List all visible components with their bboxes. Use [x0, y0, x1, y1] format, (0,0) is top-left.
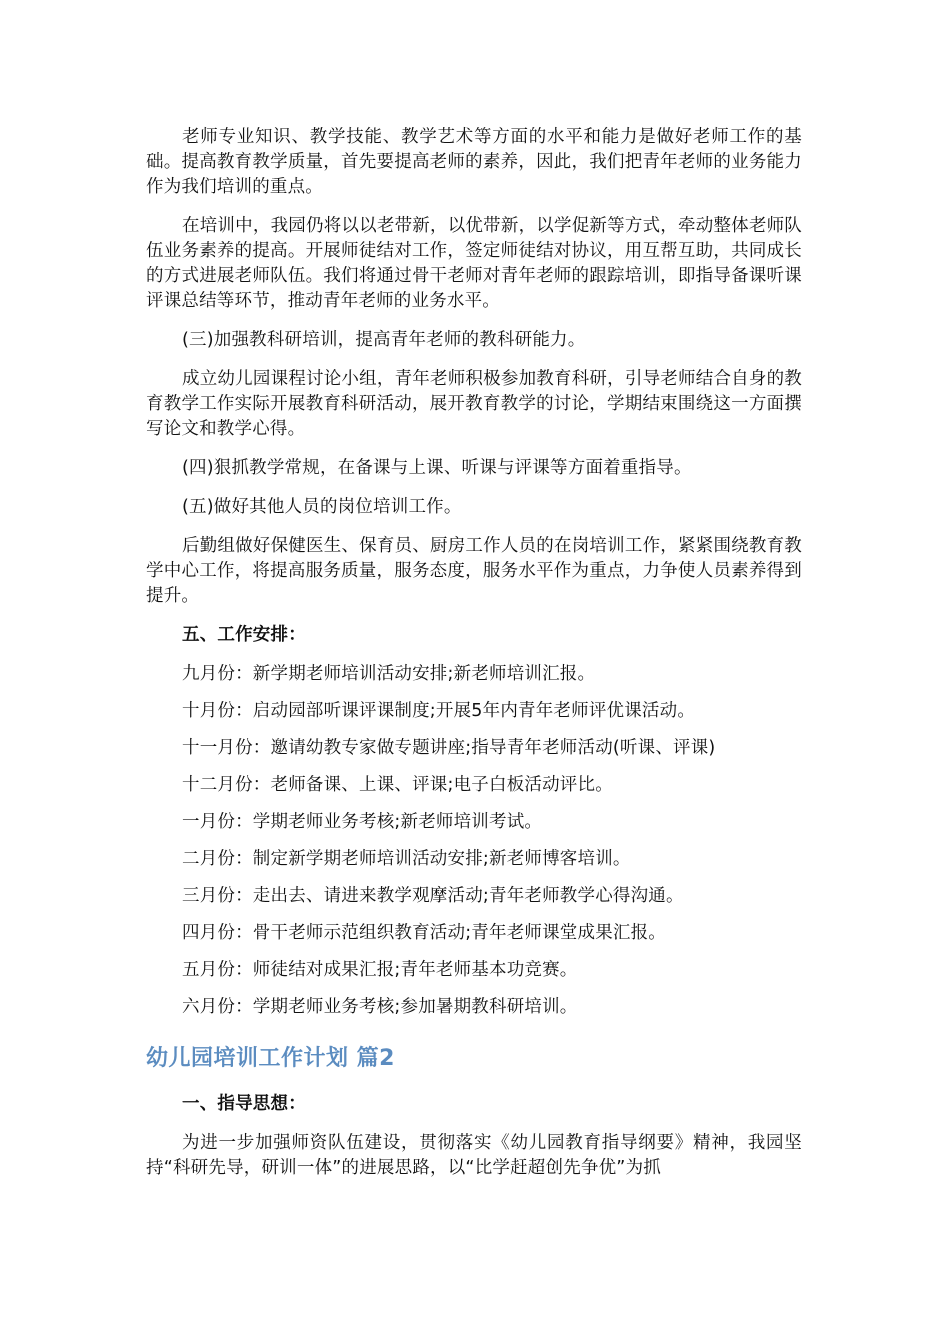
- schedule-item: 五月份：师徒结对成果汇报;青年老师基本功竞赛。: [182, 960, 578, 980]
- schedule-item: 一月份：学期老师业务考核;新老师培训考试。: [182, 812, 543, 832]
- paragraph: (三)加强教科研培训，提高青年老师的教科研能力。: [182, 330, 586, 350]
- schedule-item: 四月份：骨干老师示范组织教育活动;青年老师课堂成果汇报。: [182, 923, 666, 943]
- section-title: 一、指导思想：: [182, 1094, 306, 1114]
- paragraph: 为进一步加强师资队伍建设，贯彻落实《幼儿园教育指导纲要》精神，我园坚持“科研先导，研训一体”的进展思路，以“比学赶超创先争优”为抓: [146, 1133, 802, 1178]
- schedule-item: 十月份：启动园部听课评课制度;开展5年内青年老师评优课活动。: [182, 701, 696, 721]
- document-page: [146, 125, 802, 1195]
- schedule-item: 二月份：制定新学期老师培训活动安排;新老师博客培训。: [182, 849, 631, 869]
- section-title: 五、工作安排：: [182, 625, 306, 645]
- schedule-item: 三月份：走出去、请进来教学观摩活动;青年老师教学心得沟通。: [182, 886, 684, 906]
- paragraph: 老师专业知识、教学技能、教学艺术等方面的水平和能力是做好老师工作的基础。提高教育教学质量，首先要提高老师的素养，因此，我们把青年老师的业务能力作为我们培训的重点。: [146, 127, 802, 197]
- paragraph: (五)做好其他人员的岗位培训工作。: [182, 497, 462, 517]
- schedule-item: 十二月份：老师备课、上课、评课;电子白板活动评比。: [182, 775, 613, 795]
- paragraph: 成立幼儿园课程讨论小组，青年老师积极参加教育科研，引导老师结合自身的教育教学工作实际开展教育科研活动，展开教育教学的讨论，学期结束围绕这一方面撰写论文和教学心得。: [146, 369, 802, 439]
- paragraph: (四)狠抓教学常规，在备课与上课、听课与评课等方面着重指导。: [182, 458, 692, 478]
- schedule-item: 九月份：新学期老师培训活动安排;新老师培训汇报。: [182, 664, 596, 684]
- article-heading: 幼儿园培训工作计划 篇2: [146, 1046, 395, 1071]
- paragraph: 在培训中，我园仍将以以老带新，以优带新，以学促新等方式，牵动整体老师队伍业务素养的提高。开展师徒结对工作，签定师徒结对协议，用互帮互助，共同成长的方式进展老师队伍。我们将通过骨干老师对青年老师的跟踪培训，即指导备课听课评课总结等环节，推动青年老师的业务水平。: [146, 216, 802, 311]
- paragraph: 后勤组做好保健医生、保育员、厨房工作人员的在岗培训工作，紧紧围绕教育教学中心工作，将提高服务质量，服务态度，服务水平作为重点，力争使人员素养得到提升。: [146, 536, 802, 606]
- schedule-item: 十一月份：邀请幼教专家做专题讲座;指导青年老师活动(听课、评课): [182, 738, 716, 758]
- schedule-item: 六月份：学期老师业务考核;参加暑期教科研培训。: [182, 997, 578, 1017]
